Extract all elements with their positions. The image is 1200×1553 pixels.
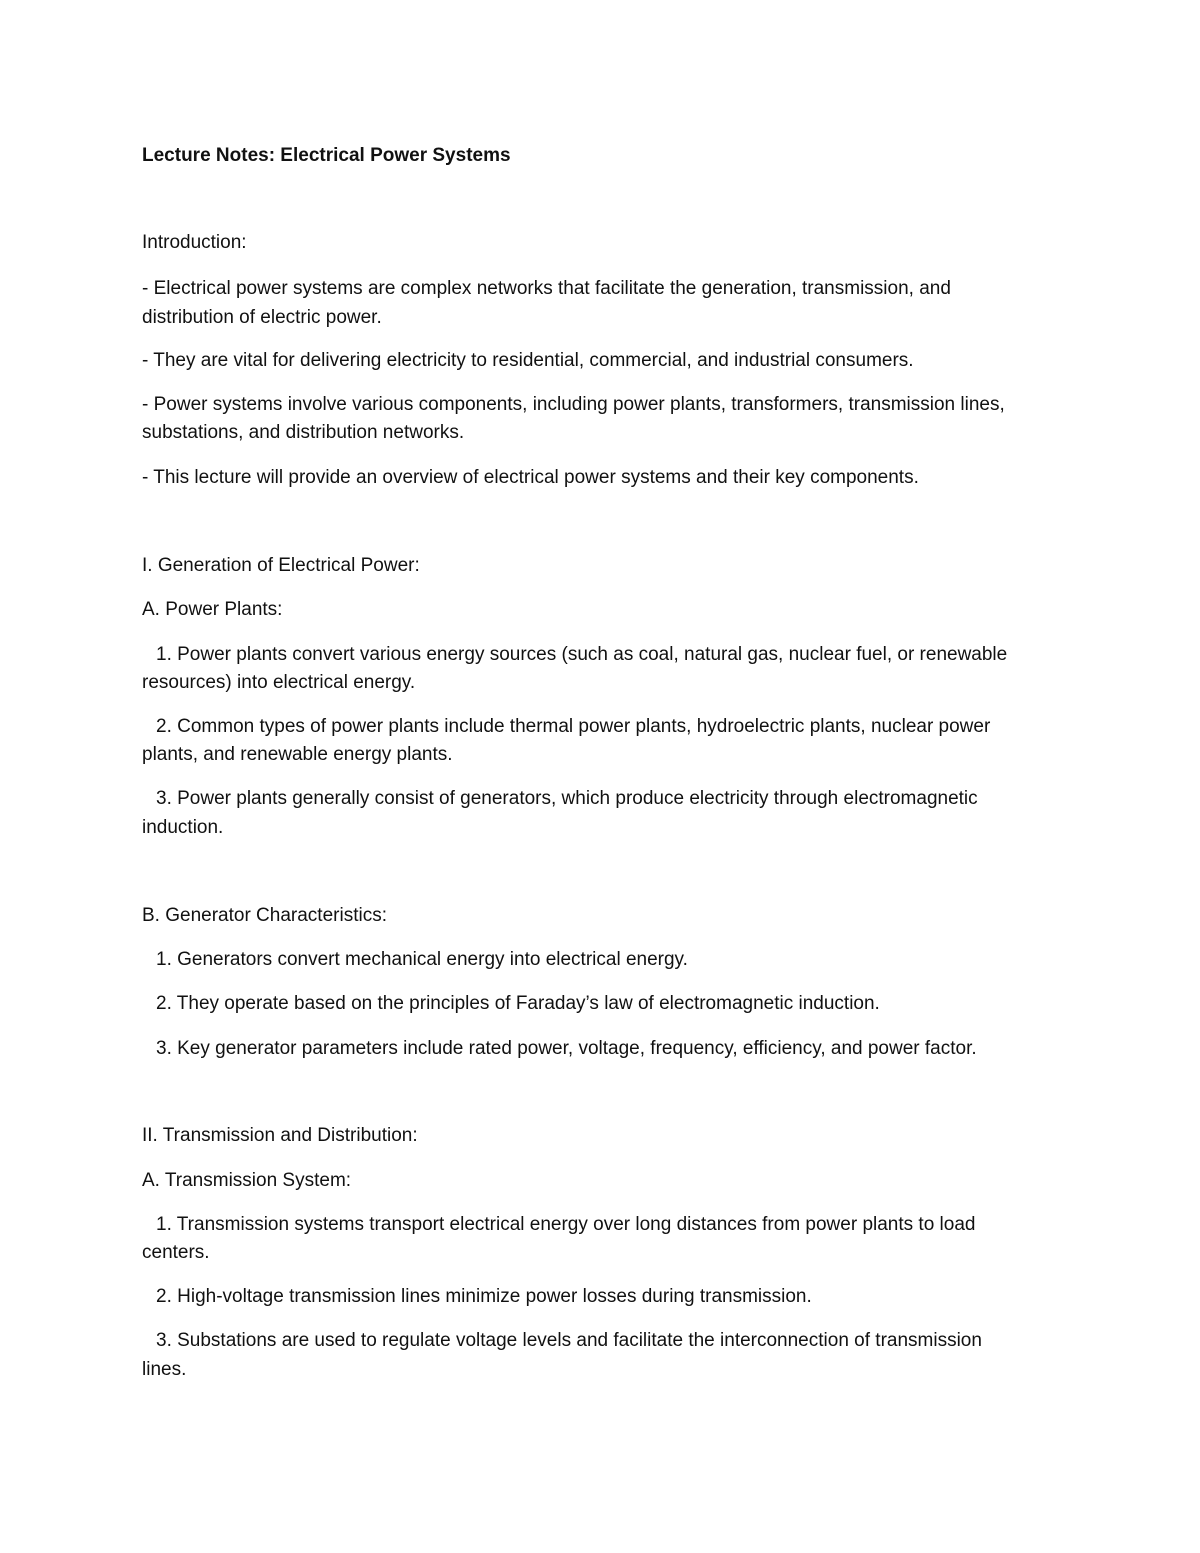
transmission-item-3-line-2: lines. <box>142 1359 187 1380</box>
intro-bullet-1-line-1: - Electrical power systems are complex networks that facilitate the generation, transmission, and <box>142 278 951 299</box>
generator-item-3: 3. Key generator parameters include rated power, voltage, frequency, efficiency, and power factor. <box>156 1038 977 1059</box>
generator-item-2: 2. They operate based on the principles of Faraday’s law of electromagnetic induction. <box>156 993 880 1014</box>
document-title: Lecture Notes: Electrical Power Systems <box>142 145 511 166</box>
generator-item-1: 1. Generators convert mechanical energy into electrical energy. <box>156 949 688 970</box>
power-plants-item-2-line-1: 2. Common types of power plants include thermal power plants, hydroelectric plants, nuclear power <box>156 716 991 737</box>
transmission-item-3-line-1: 3. Substations are used to regulate voltage levels and facilitate the interconnection of transmission <box>156 1330 982 1351</box>
power-plants-item-3-line-2: induction. <box>142 817 224 838</box>
transmission-item-1-line-1: 1. Transmission systems transport electrical energy over long distances from power plants to load <box>156 1214 976 1235</box>
power-plants-item-1-line-2: resources) into electrical energy. <box>142 672 416 693</box>
intro-bullet-1-line-2: distribution of electric power. <box>142 307 382 328</box>
introduction-heading: Introduction: <box>142 232 247 253</box>
power-plants-item-3-line-1: 3. Power plants generally consist of generators, which produce electricity through electromagnetic <box>156 788 978 809</box>
power-plants-item-2-line-2: plants, and renewable energy plants. <box>142 744 453 765</box>
transmission-item-2: 2. High-voltage transmission lines minimize power losses during transmission. <box>156 1286 812 1307</box>
intro-bullet-3-line-2: substations, and distribution networks. <box>142 422 465 443</box>
intro-bullet-3-line-1: - Power systems involve various components, including power plants, transformers, transmission lines, <box>142 394 1005 415</box>
section-2-heading: II. Transmission and Distribution: <box>142 1125 418 1146</box>
section-1b-heading: B. Generator Characteristics: <box>142 905 387 926</box>
section-1a-heading: A. Power Plants: <box>142 599 283 620</box>
intro-bullet-2: - They are vital for delivering electricity to residential, commercial, and industrial consumers. <box>142 350 914 371</box>
transmission-item-1-line-2: centers. <box>142 1242 210 1263</box>
section-1-heading: I. Generation of Electrical Power: <box>142 555 420 576</box>
power-plants-item-1-line-1: 1. Power plants convert various energy sources (such as coal, natural gas, nuclear fuel, or renewable <box>156 644 1008 665</box>
section-2a-heading: A. Transmission System: <box>142 1170 352 1191</box>
intro-bullet-4: - This lecture will provide an overview of electrical power systems and their key components. <box>142 467 919 488</box>
